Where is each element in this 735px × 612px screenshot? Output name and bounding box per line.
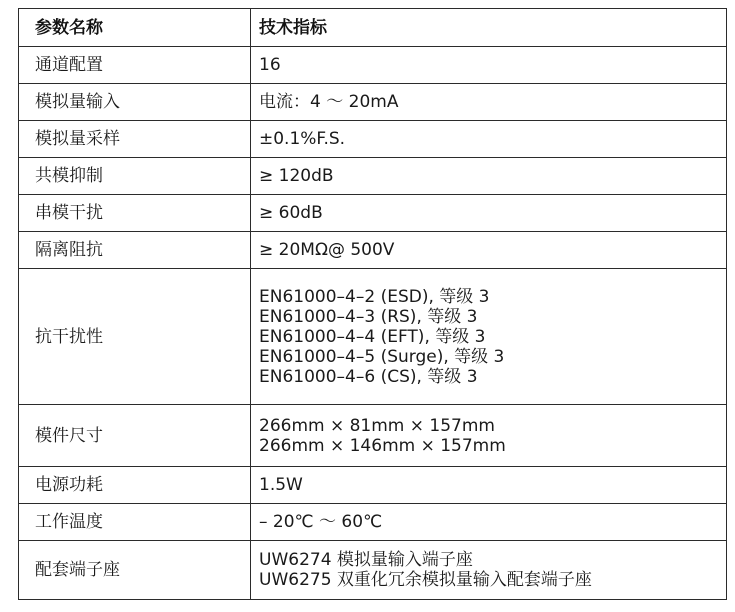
row-value bbox=[251, 232, 727, 269]
row-name: 抗干扰性 bbox=[19, 269, 251, 405]
row-name: 模拟量输入 bbox=[19, 84, 251, 121]
row-name: 配套端子座 bbox=[19, 541, 251, 600]
row-name: 模拟量采样 bbox=[19, 121, 251, 158]
row-value bbox=[251, 47, 727, 84]
row-value-line: EN61000–4–5 (Surge), 等级 3 bbox=[259, 346, 505, 367]
row-value bbox=[251, 467, 727, 504]
row-value bbox=[251, 158, 727, 195]
table-row bbox=[19, 269, 727, 405]
row-value-line: EN61000–4–3 (RS), 等级 3 bbox=[259, 306, 478, 327]
row-value bbox=[251, 405, 727, 467]
table-row bbox=[19, 121, 727, 158]
table-row bbox=[19, 47, 727, 84]
row-value-line: EN61000–4–6 (CS), 等级 3 bbox=[259, 366, 478, 387]
row-name: 工作温度 bbox=[19, 504, 251, 541]
row-value bbox=[251, 504, 727, 541]
row-name: 隔离阻抗 bbox=[19, 232, 251, 269]
row-name: 串模干扰 bbox=[19, 195, 251, 232]
row-value bbox=[251, 269, 727, 405]
row-value-line: UW6274 模拟量输入端子座 bbox=[259, 550, 473, 570]
table-row bbox=[19, 504, 727, 541]
row-value bbox=[251, 541, 727, 600]
row-value-line: EN61000–4–4 (EFT), 等级 3 bbox=[259, 326, 486, 347]
header-param-name: 参数名称 bbox=[19, 9, 251, 47]
table-row bbox=[19, 158, 727, 195]
row-value bbox=[251, 121, 727, 158]
table-row bbox=[19, 467, 727, 504]
row-value-line: 电流：4 ～ 20mA bbox=[259, 92, 399, 112]
row-name: 共模抑制 bbox=[19, 158, 251, 195]
table-row bbox=[19, 541, 727, 600]
row-value-line: 1.5W bbox=[259, 475, 303, 495]
row-value-line: ≥ 20MΩ@ 500V bbox=[259, 240, 395, 260]
row-value-line: ≥ 60dB bbox=[259, 203, 323, 223]
header-spec: 技术指标 bbox=[251, 9, 727, 47]
row-value bbox=[251, 195, 727, 232]
row-name: 模件尺寸 bbox=[19, 405, 251, 467]
row-name: 通道配置 bbox=[19, 47, 251, 84]
row-value-line: 266mm × 81mm × 157mm bbox=[259, 415, 495, 436]
row-name: 电源功耗 bbox=[19, 467, 251, 504]
table-row bbox=[19, 405, 727, 467]
table-header-row bbox=[19, 9, 727, 47]
table-row bbox=[19, 232, 727, 269]
row-value-line: ±0.1%F.S. bbox=[259, 129, 346, 149]
row-value-line: ≥ 120dB bbox=[259, 166, 334, 186]
table-row bbox=[19, 84, 727, 121]
spec-table bbox=[18, 8, 727, 600]
row-value bbox=[251, 84, 727, 121]
row-value-line: EN61000–4–2 (ESD), 等级 3 bbox=[259, 286, 490, 307]
row-value-line: 16 bbox=[259, 55, 281, 75]
row-value-line: – 20℃ ～ 60℃ bbox=[259, 512, 383, 532]
row-value-line: 266mm × 146mm × 157mm bbox=[259, 435, 506, 456]
row-value-line: UW6275 双重化冗余模拟量输入配套端子座 bbox=[259, 570, 592, 590]
table-row bbox=[19, 195, 727, 232]
